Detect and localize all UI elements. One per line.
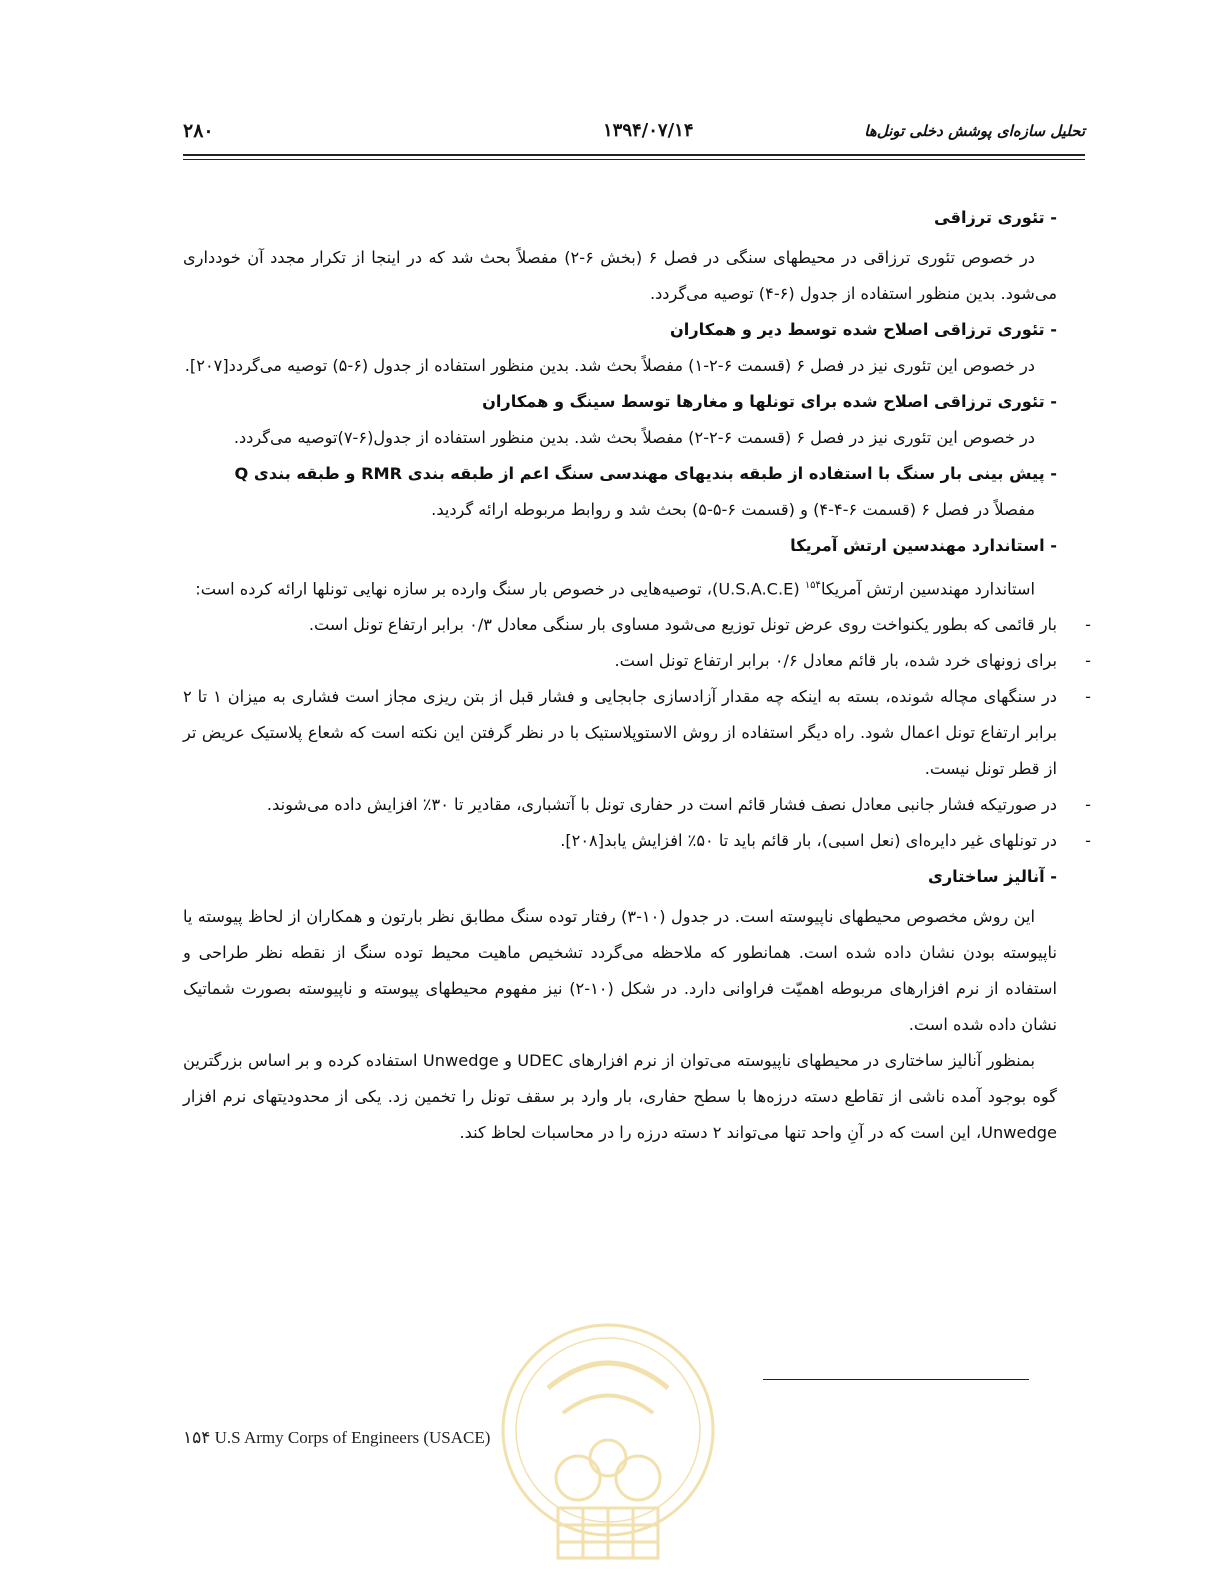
footnote-text: U.S Army Corps of Engineers (USACE) (214, 1428, 491, 1447)
bullet-marker: - (1085, 615, 1091, 635)
section-heading: - تئوری ترزاقی اصلاح شده برای تونلها و مغارها توسط سینگ و همکاران (482, 392, 1057, 411)
footnote (183, 1428, 490, 1448)
section-heading: - آنالیز ساختاری (928, 867, 1057, 887)
bullet-text: در سنگهای مچاله شونده، بسته به اینکه چه مقدار آزادسازی جابجایی و فشار قبل از بتن ریزی مجاز است فشاری به میزان ۱ تا ۲ برابر ارتفاع تونل اعمال شود. راه دیگر استفاده از روش الاستوپلاستیک با در نظر گرفتن این نکته است که شعاع پلاستیک عریض تر از قطر تونل نیست. (183, 687, 1057, 779)
section-paragraph: مفصلاً در فصل ۶ (قسمت ۶-۴-۴) و (قسمت ۶-۵-۵) بحث شد و روابط مربوطه ارائه گردید. (431, 500, 1035, 519)
bullet-list (183, 607, 1091, 859)
bullet-marker: - (1085, 651, 1091, 671)
page-number: ۲۸۰ (183, 120, 214, 142)
section-paragraph: در خصوص تئوری ترزاقی در محیطهای سنگی در فصل ۶ (بخش ۶-۲) مفصلاً بحث شد که در اینجا از تکرار مجدد آن خودداری می‌شود. بدین منظور استفاده از جدول (۶-۴) توصیه می‌گردد. (183, 248, 1057, 303)
section-paragraph: در خصوص این تئوری نیز در فصل ۶ (قسمت ۶-۲-۱) مفصلاً بحث شد. بدین منظور استفاده از جدول (۶-۵) توصیه می‌گردد[۲۰۷]. (184, 356, 1035, 375)
bullet-item (183, 679, 1091, 787)
bullet-text: بار قائمی که بطور یکنواخت روی عرض تونل توزیع می‌شود مساوی بار سنگی معادل ۰/۳ برابر ارتفاع تونل است. (308, 615, 1057, 635)
header-rule-thick (183, 154, 1085, 156)
footnote-divider (763, 1379, 1029, 1380)
bullet-item (183, 787, 1091, 823)
section-heading: - تئوری ترزاقی (934, 208, 1057, 227)
section-heading: - استاندارد مهندسین ارتش آمریکا (790, 536, 1057, 555)
section-heading: - پیش بینی بار سنگ با استفاده از طبقه بندیهای مهندسی سنگ اعم از طبقه بندی RMR و طبقه بندی Q (234, 464, 1057, 483)
bullet-text: در تونلهای غیر دایره‌ای (نعل اسبی)، بار قائم باید تا ۵۰٪ افزایش یابد[۲۰۸]. (560, 831, 1057, 851)
publisher-seal-watermark (488, 1318, 728, 1584)
bullet-marker: - (1085, 831, 1091, 851)
bullet-item (183, 823, 1091, 859)
paragraph-text-rest: (U.S.A.C.E)، توصیه‌هایی در خصوص بار سنگ وارده بر سازه نهایی تونلها ارائه کرده است: (195, 579, 805, 599)
bullet-text: برای زونهای خرد شده، بار قائم معادل ۰/۶ برابر ارتفاع تونل است. (614, 651, 1057, 671)
bullet-marker: - (1085, 795, 1091, 815)
section-paragraph: بمنظور آنالیز ساختاری در محیطهای ناپیوسته می‌توان از نرم افزارهای UDEC و Unwedge استفاده کرده و بر اساس بزرگترین گوه بوجود آمده ناشی از تقاطع دسته درزه‌ها با سطح حفاری، بار وارد بر سقف تونل را تخمین زد. یکی از محدودیتهای نرم افزار Unwedge، این است که در آنِ واحد تنها می‌تواند ۲ دسته درزه را در محاسبات لحاظ کند. (183, 1051, 1057, 1143)
bullet-item (183, 643, 1091, 679)
section-paragraph (183, 568, 1057, 607)
running-title: تحلیل سازه‌ای پوشش دخلی تونل‌ها (864, 122, 1085, 140)
footnote-number: ۱۵۴ (183, 1428, 211, 1447)
page-body (183, 200, 1091, 1151)
section-paragraph: در خصوص این تئوری نیز در فصل ۶ (قسمت ۶-۲-۲) مفصلاً بحث شد. بدین منظور استفاده از جدول(۶-۷)توصیه می‌گردد. (233, 428, 1035, 447)
bullet-marker: - (1085, 687, 1091, 707)
bullet-item (183, 607, 1091, 643)
paragraph-text: استاندارد مهندسین ارتش آمریکا (820, 579, 1035, 599)
header-date: ۱۳۹۴/۰۷/۱۴ (603, 120, 694, 141)
header-rule-thin (183, 159, 1085, 160)
section-paragraph: این روش مخصوص محیطهای ناپیوسته است. در جدول (۱۰-۳) رفتار توده سنگ مطابق نظر بارتون و همکاران از لحاظ پیوسته یا ناپیوسته بودن نشان داده شده است. همانطور که ملاحظه می‌گردد تشخیص ماهیت محیط توده سنگ از نقطه نظر طراحی و استفاده از نرم افزارهای مربوطه اهمیّت فراوانی دارد. در شکل (۱۰-۲) نیز مفهوم محیطهای پیوسته و ناپیوسته بصورت شماتیک نشان داده شده است. (183, 907, 1057, 1035)
footnote-ref: ۱۵۴ (804, 580, 821, 591)
bullet-text: در صورتیکه فشار جانبی معادل نصف فشار قائم است در حفاری تونل با آتشباری، مقادیر تا ۳۰٪ افزایش داده می‌شوند. (266, 795, 1057, 815)
section-heading: - تئوری ترزاقی اصلاح شده توسط دیر و همکاران (669, 320, 1057, 339)
page-header (183, 118, 1085, 148)
